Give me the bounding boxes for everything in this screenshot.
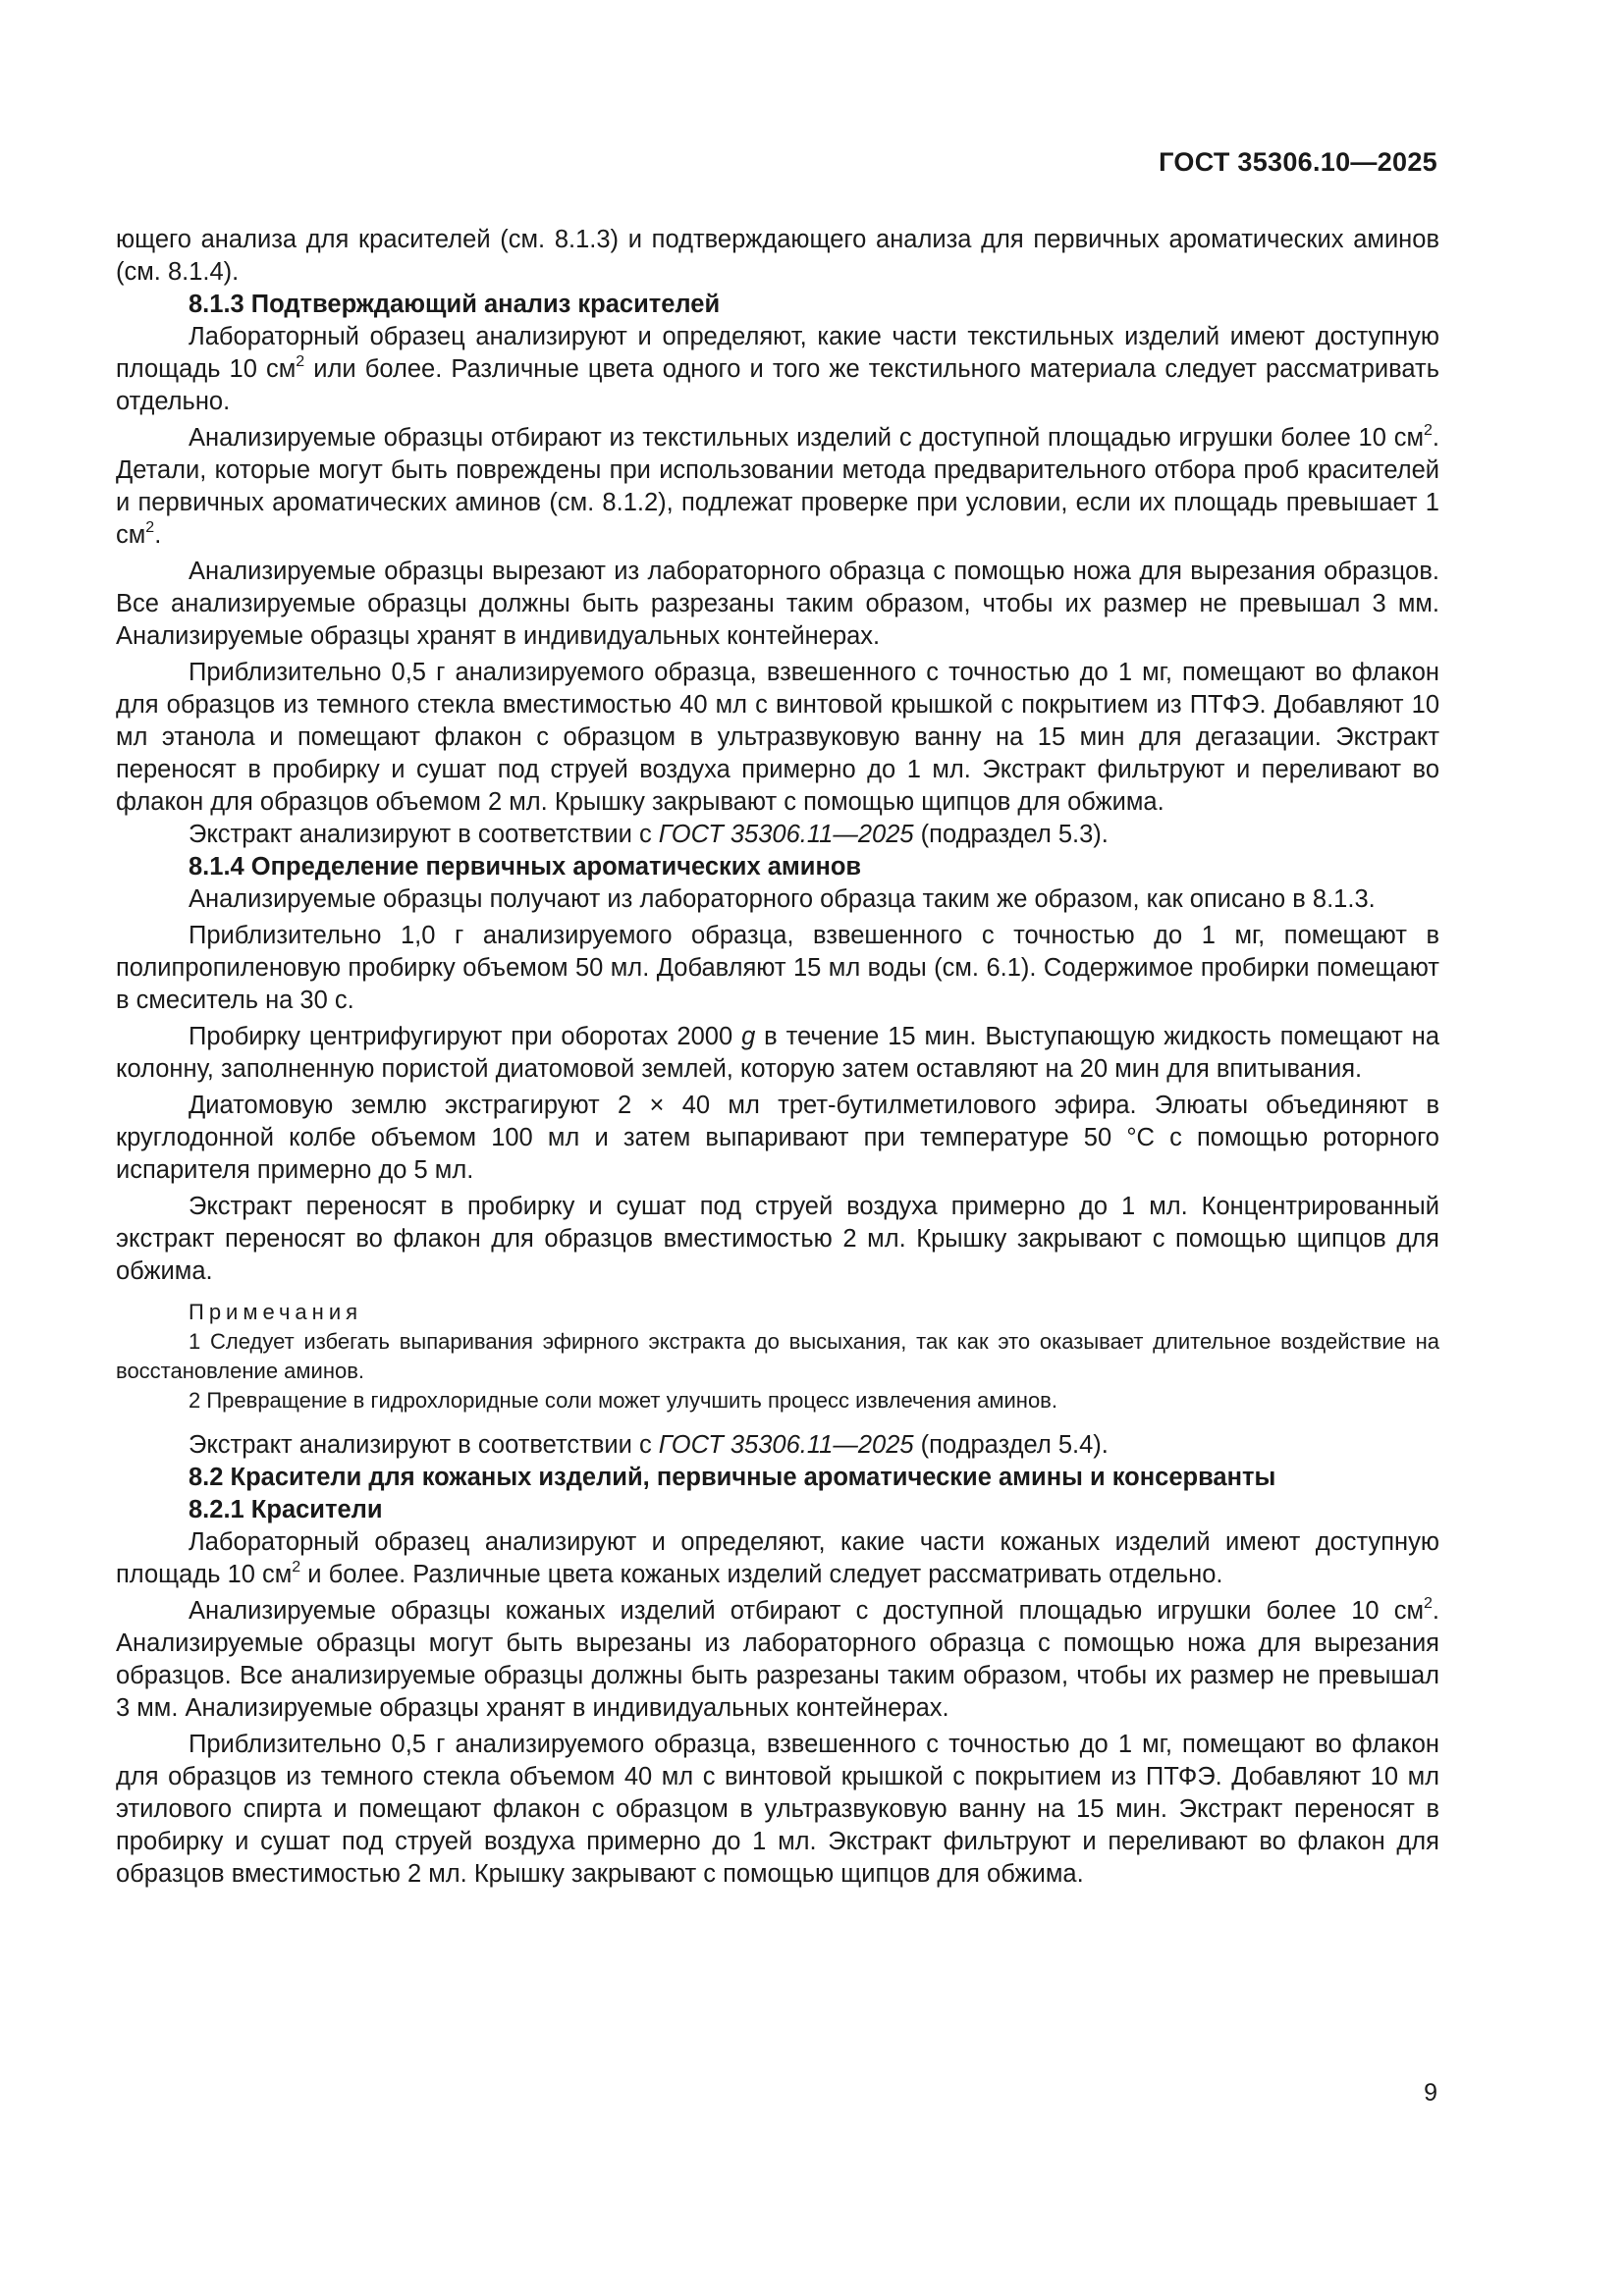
text-run: и более. Различные цвета кожаных изделий следует рассматривать отдельно. [300,1561,1223,1588]
section-8-2-1-heading: 8.2.1 Красители [189,1496,383,1523]
document-standard-id: ГОСТ 35306.10—2025 [1159,147,1437,177]
superscript: 2 [296,352,305,370]
page-number: 9 [1424,2079,1437,2107]
superscript: 2 [145,518,155,536]
paragraph: Приблизительно 0,5 г анализируемого образца, взвешенного с точностью до 1 мг, помещают во флакон для образцов из темного стекла объемом 40 мл с винтовой крышкой с покрытием из ПТФЭ. Добавляют 10 мл этилового спирта и помещают флакон с образцом в ультразвуковую ванну на 15 мин. Экстракт переносят в пробирку и сушат под струей воздуха примерно до 1 мл. Экстракт фильтруют и переливают во флакон для образцов вместимостью 2 мл. Крышку закрывают с помощью щипцов для обжима. [116,1731,1439,1888]
text-run: . Анализируемые образцы могут быть вырезаны из лабораторного образца с помощью ножа для вырезания образцов. Все анализируемые образцы должны быть разрезаны таким образом, чтобы их размер не превышал 3 мм. Анализируемые образцы хранят в индивидуальных контейнерах. [116,1597,1439,1722]
notes-block [116,1298,1439,1415]
text-run: (подраздел 5.4). [913,1431,1109,1459]
section-8-1-3-heading: 8.1.3 Подтверждающий анализ красителей [189,291,721,318]
paragraph-continued: ющего анализа для красителей (см. 8.1.3) и подтверждающего анализа для первичных ароматических аминов (см. 8.1.4). [116,226,1439,286]
paragraph: Анализируемые образцы вырезают из лабораторного образца с помощью ножа для вырезания образцов. Все анализируемые образцы должны быть разрезаны таким образом, чтобы их размер не превышал 3 мм. Анализируемые образцы хранят в индивидуальных контейнерах. [116,558,1439,650]
paragraph [116,422,1439,552]
paragraph [116,1595,1439,1725]
note-item: 1 Следует избегать выпаривания эфирного экстракта до высыхания, так как это оказывает длительное воздействие на восстановление аминов. [116,1329,1439,1383]
paragraph [116,321,1439,418]
paragraph [116,1021,1439,1086]
text-run: Пробирку центрифугируют при оборотах 2000 [189,1023,742,1050]
text-run: Анализируемые образцы кожаных изделий отбирают с доступной площадью игрушки более 10 см [189,1597,1424,1625]
paragraph: Анализируемые образцы получают из лабораторного образца таким же образом, как описано в 8.1.3. [189,885,1376,913]
superscript: 2 [292,1558,301,1575]
text-run: (подраздел 5.3). [913,821,1109,848]
paragraph: Экстракт переносят в пробирку и сушат под струей воздуха примерно до 1 мл. Концентрированный экстракт переносят во флакон для образцов вместимостью 2 мл. Крышку закрывают с помощью щипцов для обжима. [116,1193,1439,1285]
unit-symbol: g [741,1023,756,1050]
paragraph: Диатомовую землю экстрагируют 2 × 40 мл трет-бутилметилового эфира. Элюаты объединяют в круглодонной колбе объемом 100 мл и затем выпаривают при температуре 50 °С с помощью роторного испарителя примерно до 5 мл. [116,1092,1439,1184]
text-run: . Детали, которые могут быть повреждены при использовании метода предварительного отбора проб красителей и первичных ароматических аминов (см. 8.1.2), подлежат проверке при условии, если их площадь превышает 1 см [116,424,1439,549]
text-run: Экстракт анализируют в соответствии с [189,1431,659,1459]
superscript: 2 [1424,1594,1433,1612]
paragraph [116,819,1439,851]
standard-reference: ГОСТ 35306.11—2025 [658,1431,914,1459]
section-8-2-heading: 8.2 Красители для кожаных изделий, первичные ароматические амины и консерванты [189,1464,1276,1491]
paragraph: Приблизительно 0,5 г анализируемого образца, взвешенного с точностью до 1 мг, помещают во флакон для образцов из темного стекла вместимостью 40 мл с винтовой крышкой с покрытием из ПТФЭ. Добавляют 10 мл этанола и помещают флакон с образцом в ультразвуковую ванну на 15 мин для дегазации. Экстракт переносят в пробирку и сушат под струей воздуха примерно до 1 мл. Экстракт фильтруют и переливают во флакон для образцов объемом 2 мл. Крышку закрывают с помощью щипцов для обжима. [116,659,1439,816]
paragraph [116,1526,1439,1591]
paragraph [116,1429,1439,1462]
paragraph: Приблизительно 1,0 г анализируемого образца, взвешенного с точностью до 1 мг, помещают в полипропиленовую пробирку объемом 50 мл. Добавляют 15 мл воды (см. 6.1). Содержимое пробирки помещают в смеситель на 30 с. [116,922,1439,1014]
section-8-1-4-heading: 8.1.4 Определение первичных ароматических аминов [189,853,862,881]
text-run: . [154,521,162,549]
text-run: Лабораторный образец анализируют и определяют, какие части кожаных изделий имеют доступную площадь 10 см [116,1528,1439,1588]
note-item: 2 Превращение в гидрохлоридные соли может улучшить процесс извлечения аминов. [189,1388,1057,1413]
superscript: 2 [1424,421,1433,439]
text-run: Анализируемые образцы отбирают из текстильных изделий с доступной площадью игрушки более 10 см [189,424,1424,452]
text-run: Лабораторный образец анализируют и определяют, какие части текстильных изделий имеют доступную площадь 10 см [116,323,1439,383]
text-run: в течение 15 мин. Выступающую жидкость помещают на колонну, заполненную пористой диатомовой землей, которую затем оставляют на 20 мин для впитывания. [116,1023,1440,1083]
document-body [116,224,1439,1891]
text-run: Экстракт анализируют в соответствии с [189,821,659,848]
notes-title: Примечания [189,1300,363,1324]
standard-reference: ГОСТ 35306.11—2025 [658,821,914,848]
text-run: или более. Различные цвета одного и того же текстильного материала следует рассматривать отдельно. [116,355,1439,415]
